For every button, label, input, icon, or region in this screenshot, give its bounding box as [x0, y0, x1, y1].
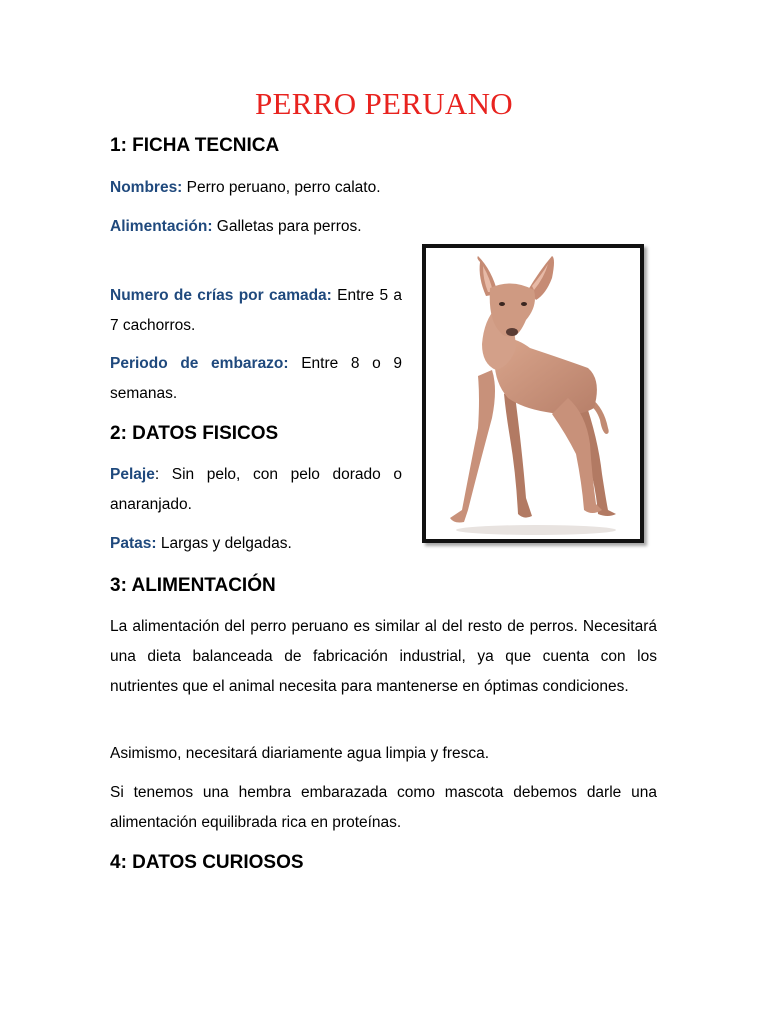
paragraph-alimentacion-2: Asimismo, necesitará diariamente agua limpia y fresca.	[110, 745, 490, 762]
field-label: Pelaje	[110, 466, 155, 483]
field-label: Numero de crías por camada:	[110, 287, 332, 304]
field-label: Patas:	[110, 535, 157, 552]
section-heading-ficha-tecnica: 1: FICHA TECNICA	[110, 135, 280, 156]
field-value: Entre 5 a 7 cachorros.	[110, 287, 402, 334]
dog-photo	[422, 244, 644, 543]
paragraph-alimentacion-1: La alimentación del perro peruano es similar al del resto de perros. Necesitará una dieta balanceada de fabricación industrial, ya que cuenta con los nutrientes que el animal necesita para mantenerse en óptimas condiciones.	[110, 618, 657, 695]
field-alimentacion	[110, 212, 402, 242]
field-pelaje	[110, 460, 402, 520]
field-label: Periodo de embarazo:	[110, 355, 289, 372]
section-heading-datos-fisicos: 2: DATOS FISICOS	[110, 423, 279, 444]
field-value: : Sin pelo, con pelo dorado o anaranjado.	[110, 466, 402, 513]
section-heading-datos-curiosos: 4: DATOS CURIOSOS	[110, 852, 304, 873]
hairless-dog-illustration	[426, 248, 640, 539]
field-value: Perro peruano, perro calato.	[182, 179, 381, 196]
paragraph-alimentacion-3: Si tenemos una hembra embarazada como mascota debemos darle una alimentación equilibrada rica en proteínas.	[110, 784, 657, 831]
section-heading-alimentacion: 3: ALIMENTACIÓN	[110, 575, 276, 596]
page-title: PERRO PERUANO	[255, 86, 513, 121]
field-embarazo	[110, 349, 402, 409]
field-label: Nombres:	[110, 179, 183, 196]
field-crias	[110, 281, 402, 341]
field-label: Alimentación:	[110, 218, 213, 235]
field-nombres	[110, 173, 402, 203]
field-value: Entre 8 o 9 semanas.	[110, 355, 402, 402]
field-patas	[110, 529, 402, 559]
field-value: Galletas para perros.	[212, 218, 362, 235]
field-value: Largas y delgadas.	[156, 535, 292, 552]
